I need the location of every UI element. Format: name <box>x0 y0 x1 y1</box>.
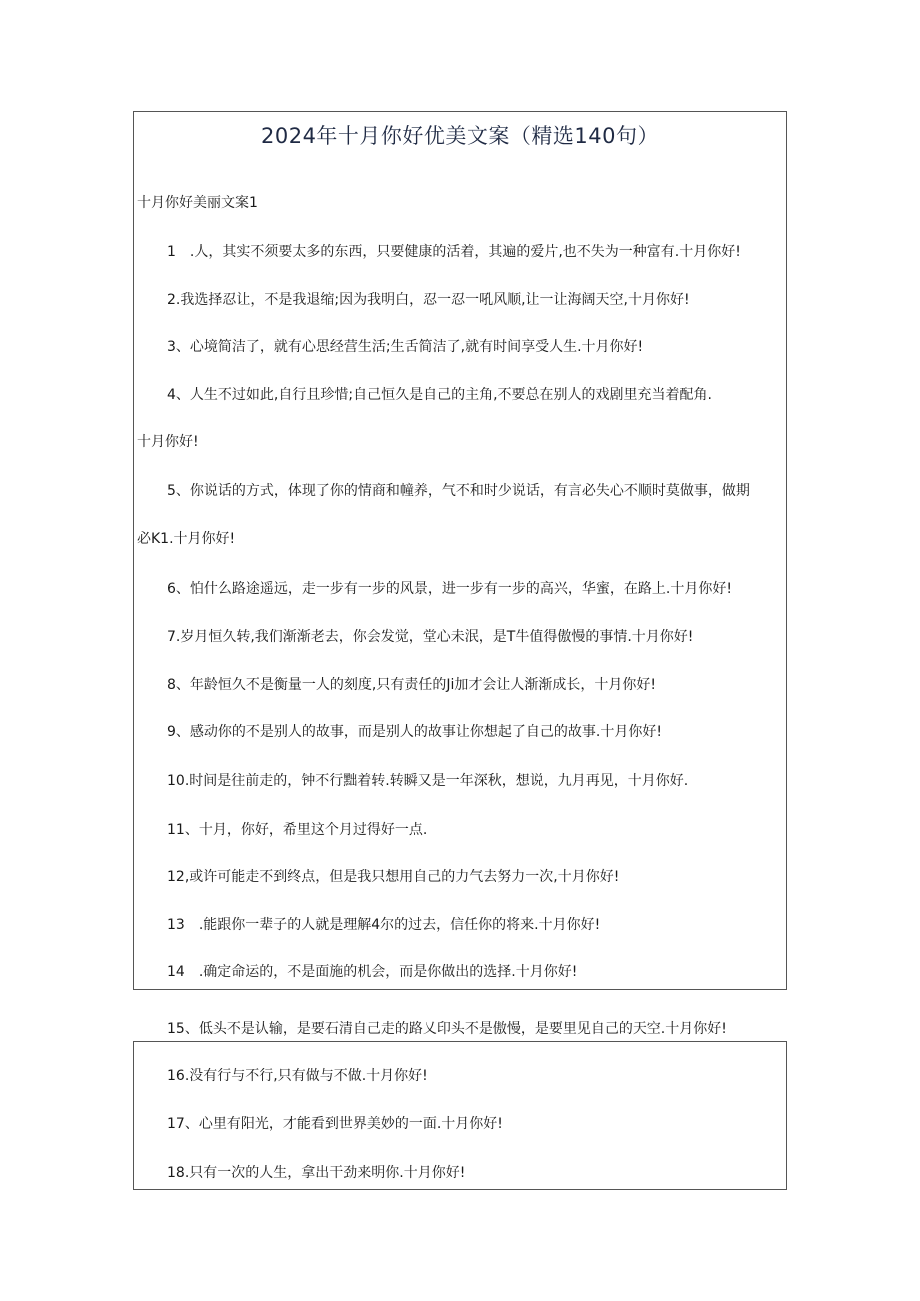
list-item: 13 .能跟你一辈子的人就是理解4尔的过去，信任你的将来.十月你好! <box>167 917 601 933</box>
section-heading: 十月你好美丽文案1 <box>137 195 258 211</box>
list-item: 15、低头不是认输，是要石清自己走的路乂印头不是傲慢，是要里见自己的天空.十月你好! <box>167 1021 727 1037</box>
list-item: 17、心里有阳光，才能看到世界美妙的一面.十月你好! <box>167 1116 503 1132</box>
list-item: 12,或许可能走不到终点，但是我只想用自己的力气去努力一次,十月你好! <box>167 869 620 885</box>
list-item: 16.没有行与不行,只有做与不做.十月你好! <box>167 1068 428 1084</box>
list-item: 4、人生不过如此,自行且珍惜;自己恒久是自己的主角,不要总在别人的戏剧里充当着配角. <box>167 387 712 403</box>
list-item: 2.我选择忍让，不是我退缩;因为我明白，忍一忍一吼风顺,让一让海阔天空,十月你好! <box>167 292 690 308</box>
list-item: 14 .确定命运的，不是面施的机会，而是你做出的选择.十月你好! <box>167 964 578 980</box>
list-item: 5、你说话的方式，体现了你的情商和幢养，气不和时少说话，有言必失心不顺时莫做事，做期 <box>167 483 750 499</box>
list-item: 8、年龄恒久不是衡量一人的刻度,只有责任的Ji加才会让人渐渐成长，十月你好! <box>167 677 656 693</box>
list-item-continuation: 十月你好! <box>137 434 199 450</box>
list-item: 9、感动你的不是别人的故事，而是别人的故事让你想起了自己的故事.十月你好! <box>167 724 662 740</box>
document-title: 2024年十月你好优美文案（精选140句） <box>260 124 660 148</box>
list-item-continuation: 必K1.十月你好! <box>137 531 236 547</box>
list-item: 7.岁月恒久转,我们渐渐老去，你会发觉，堂心未泯，是T牛值得傲慢的事情.十月你好! <box>167 629 694 645</box>
list-item: 18.只有一次的人生，拿出干劲来明你.十月你好! <box>167 1165 466 1181</box>
list-item: 11、十月，你好，希里这个月过得好一点. <box>167 822 428 838</box>
list-item: 6、怕什么路途遥远，走一步有一步的风景，进一步有一步的高兴，华蜜，在路上.十月你好! <box>167 581 732 597</box>
list-item: 1 .人，其实不须要太多的东西，只要健康的活着，其遍的爱片,也不失为一种富有.十月你好! <box>167 244 741 260</box>
list-item: 10.时间是往前走的，钟不行黜着转.转瞬又是一年深秋，想说，九月再见，十月你好. <box>167 773 689 789</box>
list-item: 3、心境简洁了，就有心思经营生活;生舌简洁了,就有时间享受人生.十月你好! <box>167 339 644 355</box>
